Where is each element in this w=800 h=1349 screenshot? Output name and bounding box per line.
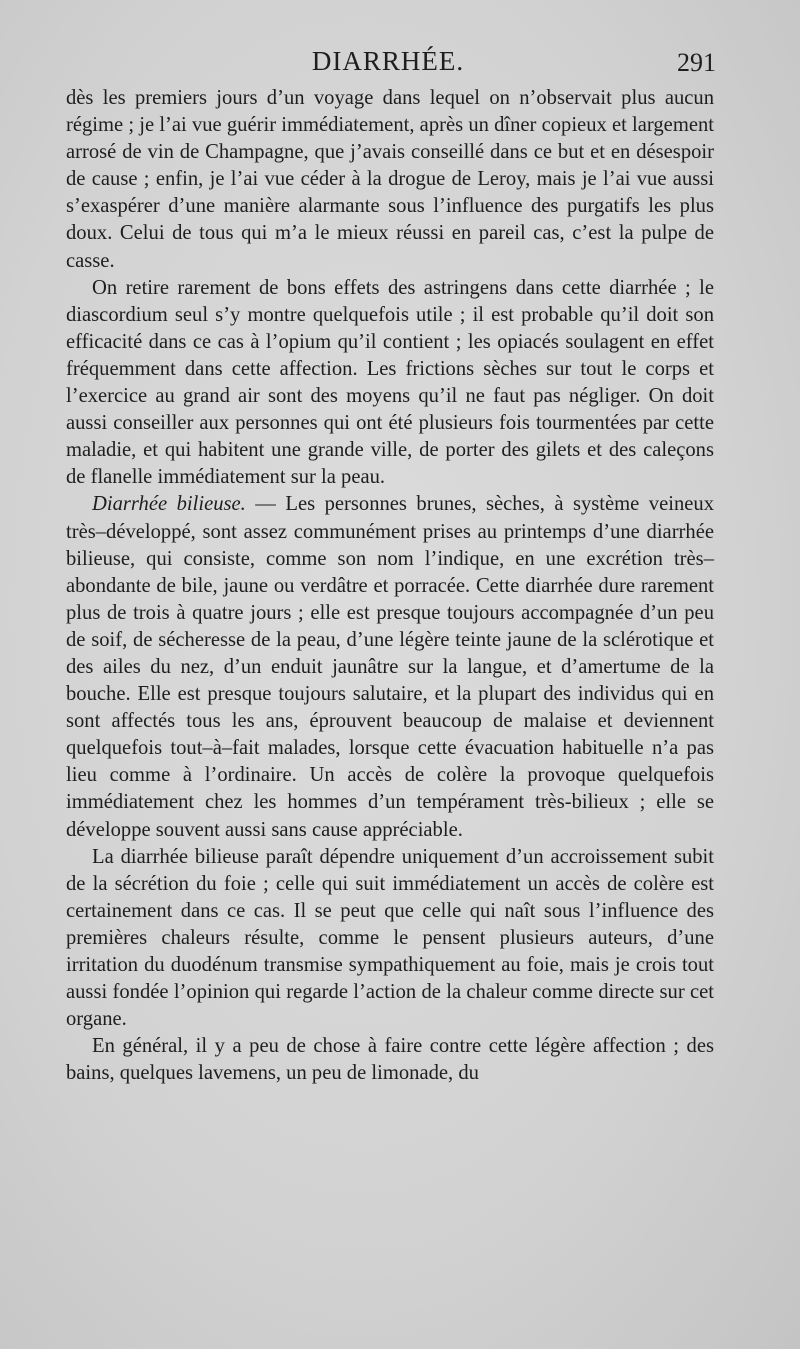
paragraph-4-text: La diarrhée bilieuse paraît dépendre uniquement d’un accroissement subit de la sécrétion du foie ; celle qui suit immédiatement un accès de colère est certainement dans ce cas. Il se peut que celle qui naît sous l’influence des premières chaleurs résulte, comme le pensent plusieurs auteurs, d’une irritation du duodénum transmise sympathiquement au foie, mais je crois tout aussi fondée l’opinion qui regarde l’action de la chaleur comme directe sur cet organe.: [66, 845, 714, 1031]
paragraph-4: [66, 844, 714, 1034]
section-heading-diarrhee-bilieuse: Diarrhée bilieuse.: [92, 493, 246, 516]
paragraph-5-text: En général, il y a peu de chose à faire contre cette légère affection ; des bains, quelques lavemens, un peu de limonade, du: [66, 1035, 714, 1085]
page-title: DIARRHÉE.: [311, 46, 465, 76]
paragraph-2-text: On retire rarement de bons effets des astringens dans cette diarrhée ; le diascordium seul s’y montre quelquefois utile ; il est probable qu’il doit son efficacité dans ce cas à l’opium qu’il contient ; les opiacés soulagent en effet fréquemment dans cette affection. Les frictions sèches sur tout le corps et l’exercice au grand air sont des moyens qu’il ne faut pas négliger. On doit aussi conseiller aux personnes qui ont été plusieurs fois tourmentées par cette maladie, et qui habitent une grande ville, de porter des gilets et des caleçons de flanelle immédiatement sur la peau.: [66, 276, 714, 489]
running-head: [62, 46, 714, 86]
paragraph-1: [66, 85, 714, 275]
paragraph-2: [66, 275, 714, 492]
paragraph-3: [66, 491, 714, 843]
page-number: 291: [677, 48, 716, 77]
paragraph-1-text: dès les premiers jours d’un voyage dans lequel on n’observait plus aucun régime ; je l’ai vue guérir immédiatement, après un dîner copieux et largement arrosé de vin de Champagne, que j’avais conseillé dans ce but et en désespoir de cause ; enfin, je l’ai vue céder à la drogue de Leroy, mais je l’ai vue aussi s’exaspérer d’une manière alarmante sous l’influence des purgatifs les plus doux. Celui de tous qui m’a le mieux réussi en pareil cas, c’est la pulpe de casse.: [66, 87, 714, 272]
body-text: [66, 85, 714, 1087]
paragraph-5: [66, 1033, 714, 1087]
paragraph-3-text: — Les personnes brunes, sèches, à système veineux très–développé, sont assez communément prises au printemps d’une diarrhée bilieuse, qui consiste, comme son nom l’indique, en une excrétion très–abondante de bile, jaune ou verdâtre et porracée. Cette diarrhée dure rarement plus de trois à quatre jours ; elle est presque toujours accompagnée d’un peu de soif, de sécheresse de la peau, d’une légère teinte jaune de la sclérotique et des ailes du nez, d’un enduit jaunâtre sur la langue, et d’amertume de la bouche. Elle est presque toujours salutaire, et la plupart des individus qui en sont affectés tous les ans, éprouvent beaucoup de malaise et deviennent quelquefois tout–à–fait malades, lorsque cette évacuation habituelle n’a pas lieu comme à l’ordinaire. Un accès de colère la provoque quelquefois immédiatement chez les hommes d’un tempérament très-bilieux ; elle se développe souvent aussi sans cause appréciable.: [66, 493, 714, 841]
